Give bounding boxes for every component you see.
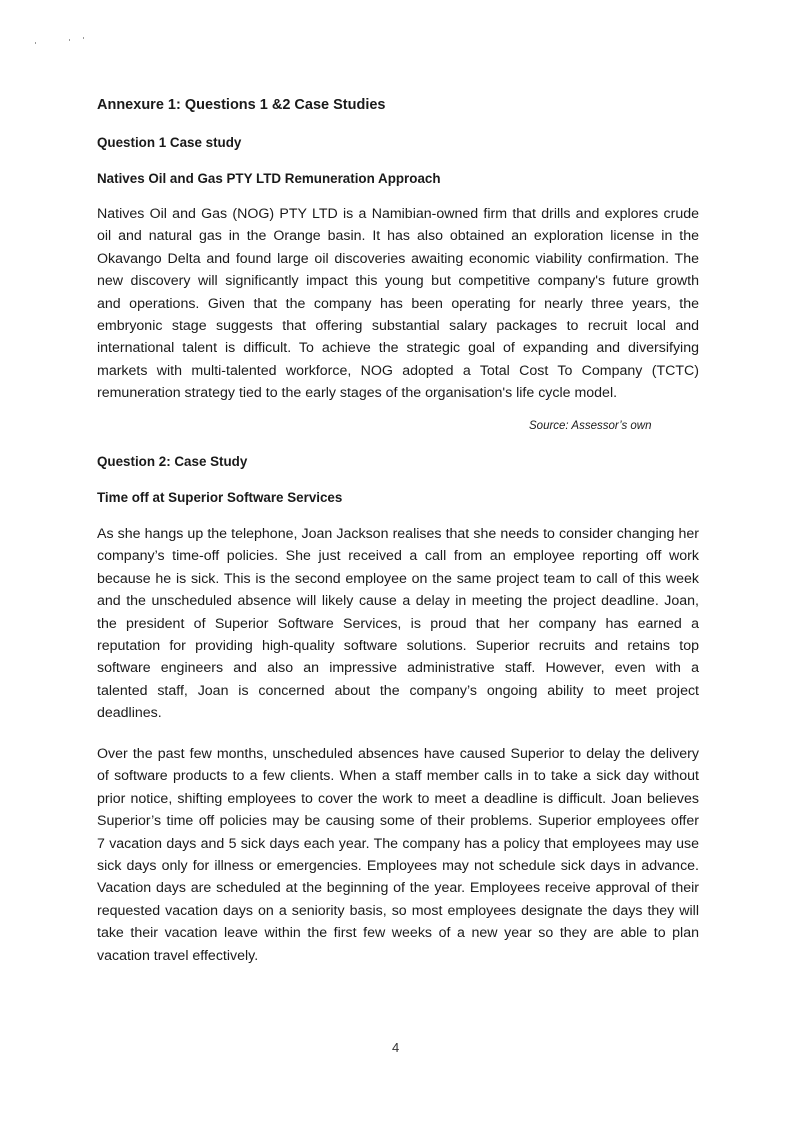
text-line: As she hangs up the telephone, Joan Jackson realises that she needs to consider changing her — [97, 526, 699, 542]
text-line: markets with multi-talented workforce, NOG adopted a Total Cost To Company (TCTC) — [97, 362, 699, 379]
text-line: oil and natural gas in the Orange basin. It has also obtained an exploration license in the — [97, 228, 699, 245]
text-line: requested vacation days on a seniority basis, so most employees designate the days they will — [97, 902, 699, 919]
text-line: Okavango Delta and found large oil discoveries awaiting economic viability confirmation. The — [97, 250, 699, 267]
text-line: remuneration strategy tied to the early stages of the organisation's life cycle model. — [97, 385, 618, 402]
question2-paragraph-1 — [97, 523, 699, 725]
text-line: Vacation days are scheduled at the beginning of the year. Employees receive approval of their — [97, 880, 699, 897]
text-line: company’s time-off policies. She just received a call from an employee reporting off work — [97, 548, 699, 565]
text-line: reputation for providing high-quality software solutions. Superior recruits and retains top — [97, 638, 699, 655]
scan-speck — [69, 39, 70, 41]
text-line: and operations. Given that the company has been operating for nearly three years, the — [97, 295, 699, 312]
question1-paragraph — [97, 203, 699, 405]
scan-speck — [35, 42, 36, 44]
page-number: 4 — [392, 1040, 400, 1055]
text-line: the president of Superior Software Services, is proud that her company has earned a — [97, 615, 699, 632]
annexure-title: Annexure 1: Questions 1 &2 Case Studies — [97, 97, 386, 113]
text-line: sick days only for illness or emergencies. Employees may not schedule sick days in advance. — [97, 858, 699, 875]
question2-heading: Question 2: Case Study — [97, 454, 248, 469]
text-line: Natives Oil and Gas (NOG) PTY LTD is a Namibian-owned firm that drills and explores crude — [97, 206, 699, 222]
text-line: Over the past few months, unscheduled absences have caused Superior to delay the delivery — [97, 746, 699, 762]
text-line: software engineers and also an impressive administrative staff. However, even with a — [97, 660, 699, 677]
text-line: deadlines. — [97, 705, 162, 722]
text-line: international talent is difficult. To achieve the strategic goal of expanding and diversifying — [97, 340, 699, 357]
text-line: new discovery will significantly impact this young but competitive company's future growth — [97, 273, 699, 290]
source-citation: Source: Assessor’s own — [529, 420, 652, 432]
text-line: prior notice, shifting employees to cover the work to meet a deadline is difficult. Joan believes — [97, 790, 699, 807]
question2-subheading: Time off at Superior Software Services — [97, 490, 343, 505]
text-line: vacation travel effectively. — [97, 947, 259, 964]
question2-paragraph-2 — [97, 743, 699, 967]
scan-speck — [83, 37, 84, 39]
text-line: Superior’s time off policies may be causing some of their problems. Superior employees offer — [97, 813, 699, 830]
text-line: 7 vacation days and 5 sick days each year. The company has a policy that employees may use — [97, 835, 699, 852]
text-line: take their vacation leave within the first few weeks of a new year so they are able to plan — [97, 925, 699, 942]
text-line: and the unscheduled absence will likely cause a delay in meeting the project deadline. Joan, — [97, 593, 699, 610]
text-line: of software products to a few clients. When a staff member calls in to take a sick day without — [97, 768, 699, 785]
text-line: embryonic stage suggests that offering substantial salary packages to recruit local and — [97, 318, 699, 335]
text-line: because he is sick. This is the second employee on the same project team to call of this week — [97, 570, 699, 587]
scan-artifacts — [30, 34, 90, 46]
text-line: talented staff, Joan is concerned about the company’s ongoing ability to meet project — [97, 682, 699, 699]
question1-heading: Question 1 Case study — [97, 135, 242, 150]
question1-subheading: Natives Oil and Gas PTY LTD Remuneration Approach — [97, 171, 441, 186]
